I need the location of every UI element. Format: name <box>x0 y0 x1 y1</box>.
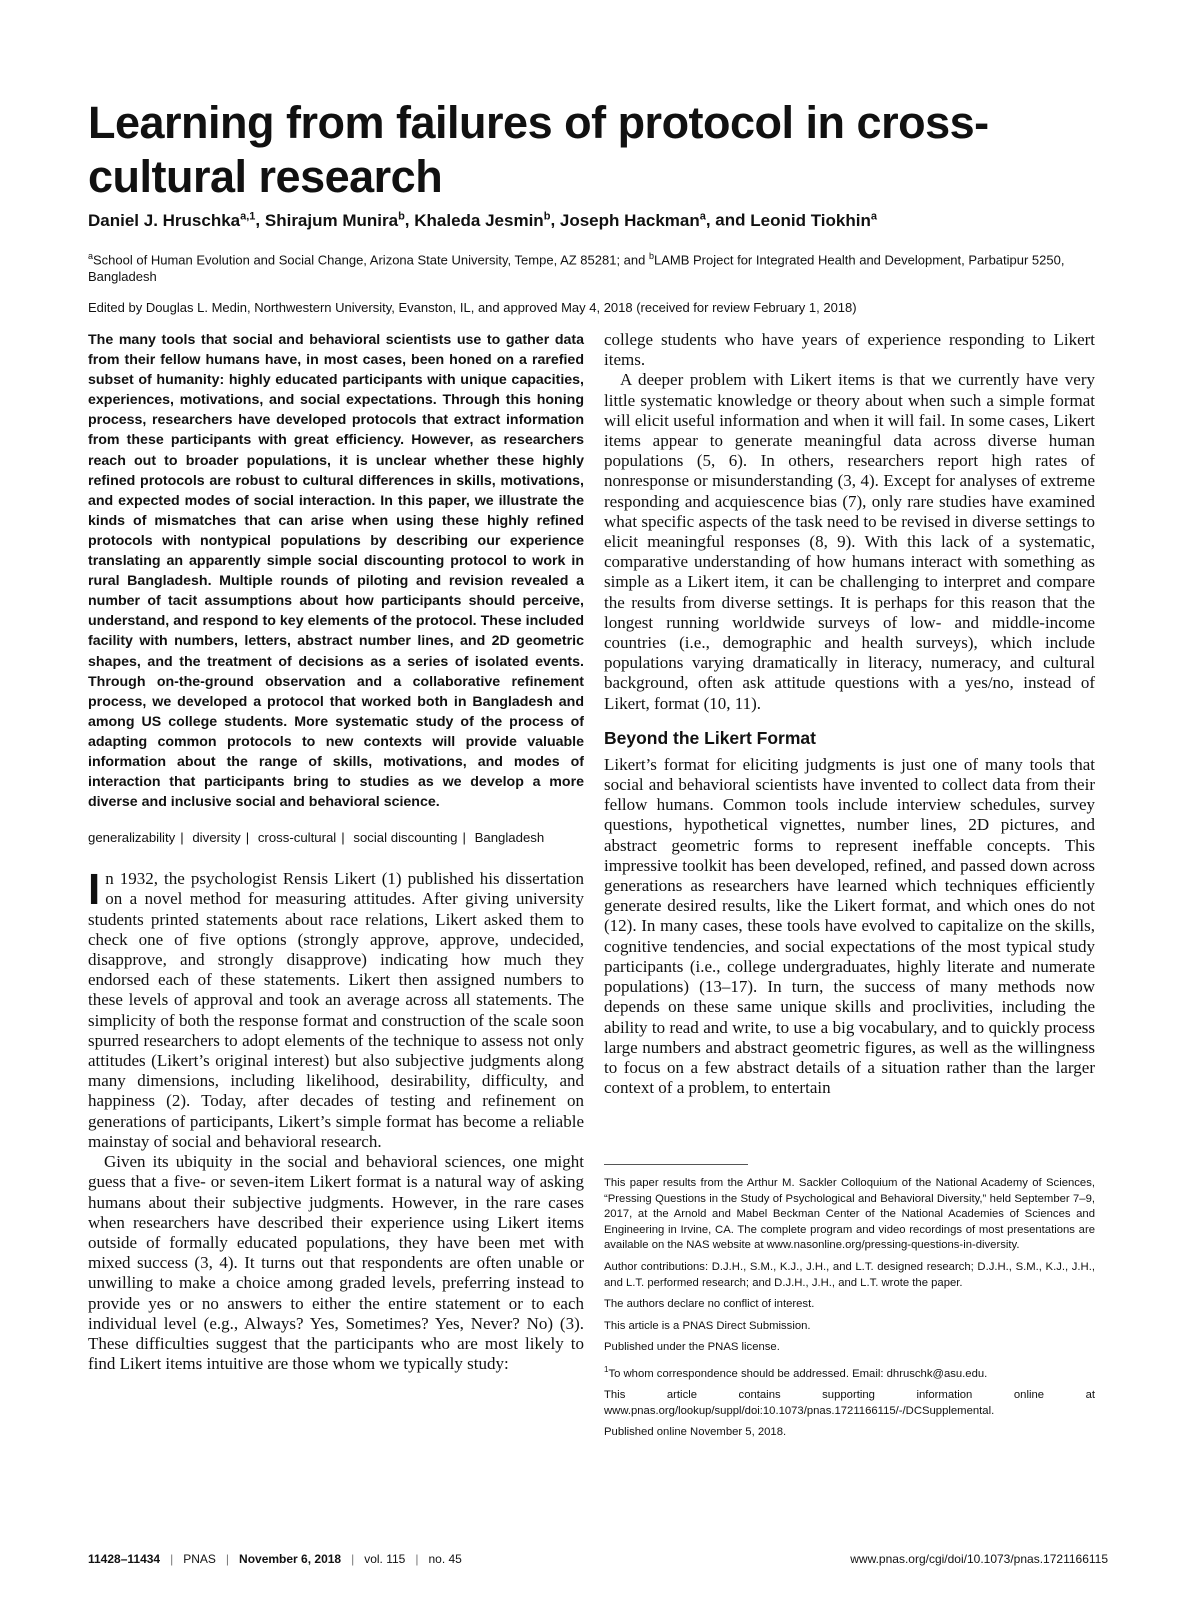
body-paragraph: A deeper problem with Likert items is that we currently have very little systematic knowledge or theory about when such a simple format will elicit useful information and when it will fail. In some cases, Likert items appear to generate meaningful data across diverse human populations (5, 6). In others, researchers report high rates of nonresponse or misunderstanding (3, 4). Except for analyses of extreme responding and acquiescence bias (7), only rare studies have examined what specific aspects of the task need to be revised in diverse settings to elicit meaningful responses (8, 9). With this lack of a systematic, comparative understanding of how humans interact with something as simple as a Likert item, it can be challenging to interpret and compare the results from diverse settings. It is perhaps for this reason that the longest running worldwide surveys of low- and middle-income countries (i.e., demographic and health surveys), which include populations varying dramatically in literacy, numeracy, and cultural background, often ask attitude questions with a yes/no, instead of Likert, format (10, 11). <box>604 370 1095 713</box>
author-list: Daniel J. Hruschka$^{a,1}$, Shirajum Munira$^b$, Khaleda Jesmin$^b$, Joseph Hackman$^a$, and Leonid Tiokhin$^a$ <box>88 210 877 230</box>
article-title: Learning from failures of protocol in cross-cultural research <box>88 97 989 202</box>
author[interactable]: Khaleda Jesmin$^b$ <box>414 210 551 230</box>
footnote-conflict: The authors declare no conflict of interest. <box>604 1298 815 1311</box>
keyword[interactable]: diversity <box>192 830 241 846</box>
section-heading: Beyond the Likert Format <box>604 727 816 748</box>
author[interactable]: Daniel J. Hruschka$^{a,1}$ <box>88 210 256 230</box>
body-paragraph: Likert’s format for eliciting judgments is just one of many tools that social and behavioral scientists have invented to collect data from their fellow humans. Common tools include interview schedules, survey questions, hypothetical vignettes, number lines, 2D pictures, and abstract geometric forms to represent ineffable concepts. This impressive toolkit has been developed, refined, and passed down across generations as researchers have learned which techniques efficiently generate desired results, like the Likert format, and which ones do not (12). In many cases, these tools have evolved to capitalize on the skills, cognitive tendencies, and social expectations of the most typical study participants (i.e., college undergraduates, highly literate and numerate populations) (13–17). In turn, the success of many methods now depends on these same unique skills and proclivities, including the ability to read and write, to use a big vocabulary, and to quickly process large numbers and abstract geometric figures, as well as the willingness to focus on a few abstract details of a situation rather than the larger context of a problem, to entertain <box>604 754 1095 1098</box>
footnotes <box>604 1176 1095 1447</box>
footnote-divider <box>604 1164 748 1165</box>
introduction <box>88 865 584 1374</box>
keyword[interactable]: social discounting <box>353 830 458 846</box>
footnote-direct-submission: This article is a PNAS Direct Submission. <box>604 1319 811 1332</box>
footnote-published: Published online November 5, 2018. <box>604 1426 787 1439</box>
drop-cap: I <box>88 865 101 915</box>
keywords: generalizability | diversity | cross-cultural | social discounting | Bangladesh <box>88 830 545 846</box>
keyword[interactable]: Bangladesh <box>474 830 545 846</box>
intro-paragraph: Given its ubiquity in the social and behavioral sciences, one might guess that a five- or seven-item Likert format is a natural way of asking humans about their subjective judgments. However, in the rare cases when researchers have described their experience using Likert items outside of formally educated populations, they have been met with mixed success (3, 4). It turns out that respondents are often unable or unwilling to make a choice among graded levels, preferring instead to provide yes or no answers to either the entire statement or to each individual level (e.g., Always? Yes, Sometimes? Yes, Never? No) (3). These difficulties suggest that the participants who are most likely to find Likert items intuitive are those whom we typically study: <box>88 1152 584 1374</box>
footer-citation: 11428–11434 | PNAS | November 6, 2018 | vol. 115 | no. 45 <box>88 1552 462 1566</box>
footnote-license: Published under the PNAS license. <box>604 1341 780 1354</box>
affiliations: $^a$School of Human Evolution and Social Change, Arizona State University, Tempe, AZ 85281; and $^b$LAMB Project for Integrated Health and Development, Parbatipur 5250, Bangladesh <box>88 251 1065 285</box>
author[interactable]: Leonid Tiokhin$^a$ <box>750 210 877 230</box>
footnote-correspondence[interactable]: $^1$To whom correspondence should be addressed. Email: dhruschk@asu.edu. <box>604 1364 988 1380</box>
author[interactable]: Joseph Hackman$^a$ <box>559 210 706 230</box>
keyword[interactable]: cross-cultural <box>257 830 337 846</box>
abstract: The many tools that social and behavioral scientists use to gather data from their fellow humans have, in most cases, been honed on a rarefied subset of humanity: highly educated participants with unique capacities, experiences, motivations, and social expectations. Through this honing process, researchers have developed protocols that extract information from these participants with great efficiency. However, as researchers reach out to broader populations, it is unclear whether these highly refined protocols are robust to cultural differences in skills, motivations, and expected modes of social interaction. In this paper, we illustrate the kinds of mismatches that can arise when using these highly refined protocols with nontypical populations by describing our experience translating an apparently simple social discounting protocol to work in rural Bangladesh. Multiple rounds of piloting and revision revealed a number of tacit assumptions about how participants should perceive, understand, and respond to key elements of the protocol. These included facility with numbers, letters, abstract number lines, and 2D geometric shapes, and the treatment of decisions as a series of isolated events. Through on-the-ground observation and a collaborative refinement process, we developed a protocol that worked both in Bangladesh and among US college students. More systematic study of the process of adapting common protocols to new contexts will provide valuable information about the range of skills, motivations, and modes of interaction that participants bring to studies as we develop a more diverse and inclusive social and behavioral science. <box>88 332 584 811</box>
author[interactable]: Shirajum Munira$^b$ <box>264 210 405 230</box>
footnote-contributions: Author contributions: D.J.H., S.M., K.J., J.H., and L.T. designed research; D.J.H., S.M., K.J., J.H., and L.T. performed research; and D.J.H., J.H., and L.T. wrote the paper. <box>604 1260 1095 1289</box>
doi-link[interactable]: www.pnas.org/cgi/doi/10.1073/pnas.1721166115 <box>850 1552 1108 1566</box>
keyword[interactable]: generalizability <box>88 830 176 846</box>
footnote-supporting-info[interactable]: This article contains supporting information online at www.pnas.org/lookup/suppl/doi:10.1073/pnas.1721166115/-/DCSupplemental. <box>604 1389 1095 1417</box>
left-column <box>88 330 584 1374</box>
intro-paragraph: In 1932, the psychologist Rensis Likert (1) published his dissertation on a novel method for measuring attitudes. After giving university students printed statements about race relations, Likert asked them to check one of five options (strongly approve, approve, undecided, disapprove, and strongly disapprove) indicating how much they endorsed each of these statements. Likert then assigned numbers to these levels of approval and took an average across all statements. The simplicity of both the response format and construction of the scale soon spurred researchers to adopt elements of the technique to assess not only attitudes (Likert’s original interest) but also subjective judgments along many dimensions, including likelihood, desirability, difficulty, and happiness (2). Today, after decades of testing and refinement on generations of participants, Likert’s simple format has become a reliable mainstay of social and behavioral research. <box>88 865 584 1151</box>
body-paragraph: college students who have years of experience responding to Likert items. <box>604 330 1095 370</box>
footnote-colloquium: This paper results from the Arthur M. Sackler Colloquium of the National Academy of Sciences, “Pressing Questions in the Study of Psychological and Behavioral Diversity,” held September 7–9, 2017, at the Arnold and Mabel Beckman Center of the National Academies of Sciences and Engineering in Irvine, CA. The complete program and video recordings of most presentations are available on the NAS website at www.nasonline.org/pressing-questions-in-diversity. <box>604 1177 1095 1252</box>
edited-by: Edited by Douglas L. Medin, Northwestern University, Evanston, IL, and approved May 4, 2018 (received for review February 1, 2018) <box>88 300 857 315</box>
right-column <box>604 330 1095 1098</box>
